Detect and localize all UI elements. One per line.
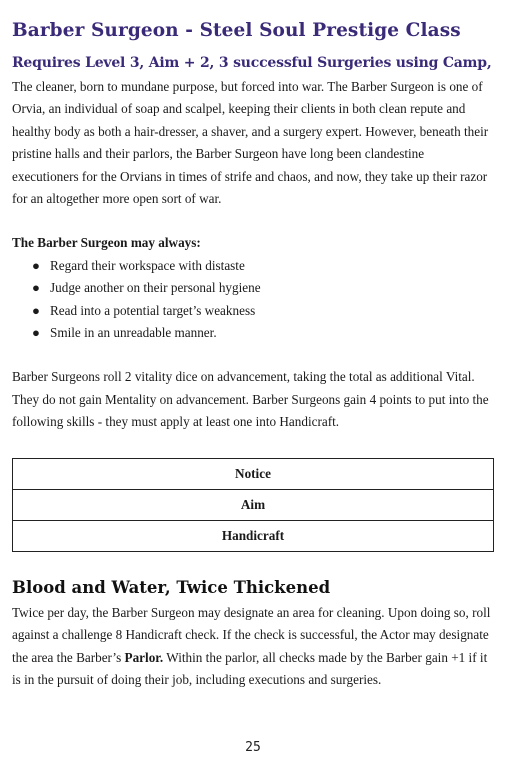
page-title: Barber Surgeon - Steel Soul Prestige Class bbox=[12, 20, 461, 41]
table-row bbox=[13, 520, 494, 551]
list-item: ● Judge another on their personal hygiene bbox=[32, 277, 494, 299]
always-list bbox=[12, 255, 494, 345]
requirements-heading: Requires Level 3, Aim + 2, 3 successful Surgeries using Camp, bbox=[12, 55, 492, 71]
intro-paragraph: The cleaner, born to mundane purpose, but forced into war. The Barber Surgeon is one of Orvia, an individual of soap and scalpel, keeping their clients in both clean repute and healthy body as both a hair-dresser, a shaver, and a surgery expert. However, beneath their pristine halls and their parlors, the Barber Surgeon have long been clandestine executioners for the Orvians in times of strife and chaos, and now, they take up their razor for an altogether more open sort of war. bbox=[12, 79, 489, 207]
table-row bbox=[13, 458, 494, 489]
list-item: ● Smile in an unreadable manner. bbox=[32, 322, 494, 344]
skill-cell-handicraft: Handicraft bbox=[13, 520, 494, 551]
skill-cell-aim: Aim bbox=[13, 489, 494, 520]
list-item: ● Read into a potential target’s weakness bbox=[32, 300, 494, 322]
always-heading: The Barber Surgeon may always: bbox=[12, 235, 201, 251]
page-number: 25 bbox=[245, 740, 261, 755]
list-item: ● Regard their workspace with distaste bbox=[32, 255, 494, 277]
table-row bbox=[13, 489, 494, 520]
skills-table bbox=[12, 458, 494, 552]
advancement-paragraph: Barber Surgeons roll 2 vitality dice on advancement, taking the total as additional Vital. They do not gain Mentality on advancement. Barber Surgeons gain 4 points to put into the following skills - they must apply at least one into Handicraft. bbox=[12, 369, 489, 430]
bullet-icon: ● bbox=[32, 302, 40, 318]
bullet-icon: ● bbox=[32, 257, 40, 273]
ability-paragraph: Twice per day, the Barber Surgeon may designate an area for cleaning. Upon doing so, roll against a challenge 8 Handicraft check. If the check is successful, the Actor may designate the area the Barber’s Parlor. Within the parlor, all checks made by the Barber gain +1 if it is in the pursuit of doing their job, including executions and surgeries. bbox=[12, 604, 491, 687]
ability-heading: Blood and Water, Twice Thickened bbox=[12, 577, 331, 597]
bullet-icon: ● bbox=[32, 325, 40, 341]
skill-cell-notice: Notice bbox=[13, 458, 494, 489]
parlor-term: Parlor. bbox=[124, 649, 164, 665]
bullet-icon: ● bbox=[32, 280, 40, 296]
document-page bbox=[12, 16, 494, 691]
